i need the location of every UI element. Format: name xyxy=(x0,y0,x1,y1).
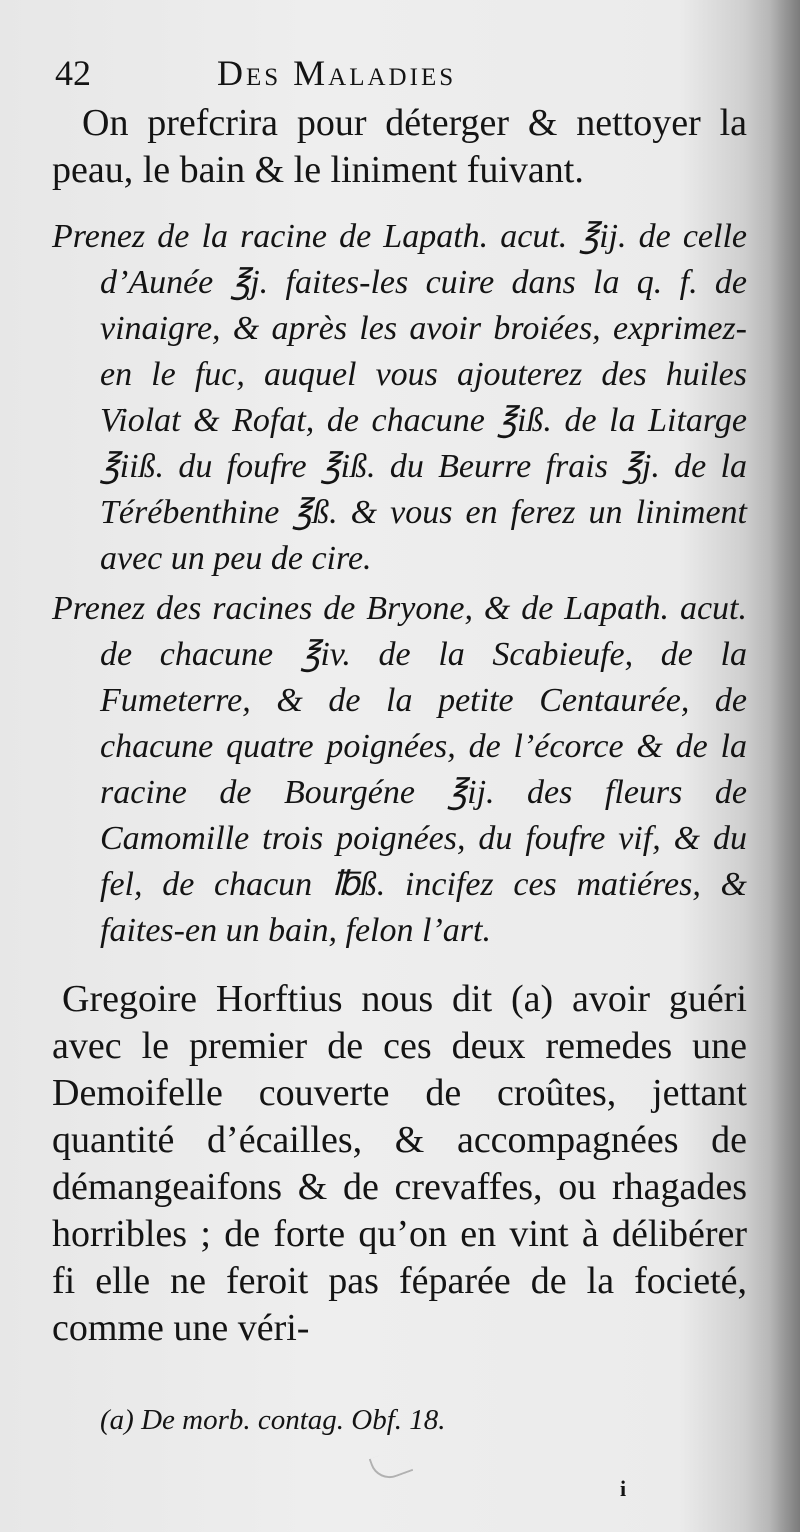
running-head: Des Maladies xyxy=(217,53,457,93)
page-header xyxy=(55,48,715,98)
page-number: 42 xyxy=(55,53,91,93)
lead-paragraph: On prefcrira pour déterger & nettoyer la peau, le bain & le liniment fuivant. xyxy=(52,102,747,191)
page-edge-shadow xyxy=(770,0,800,1532)
footnote: (a) De morb. contag. Obf. 18. xyxy=(100,1404,446,1436)
recipe-1: Prenez de la racine de Lapath. acut. ℥ij. de celle d’Aunée ℥j. faites-les cuire dans la q. f. de vinaigre, & après les avoir broiées, exprimez-en le fuc, auquel vous ajouterez des huiles Violat & Rofat, de chacune ℥iß. de la Litarge ℥iiß. du foufre ℥iß. du Beurre frais ℥j. de la Térébenthine ℥ß. & vous en ferez un liniment avec un peu de cire. xyxy=(52,218,747,577)
closing-paragraph: Gregoire Horftius nous dit (a) avoir guéri avec le premier de ces deux remedes une Demoifelle couverte de croûtes, jettant quantité d’écailles, & accompagnées de démangeaifons & de crevaffes, ou rhagades horribles ; de forte qu’on en vint à délibérer fi elle ne feroit pas féparée de la focieté, comme une véri- xyxy=(52,978,747,1349)
ink-mark xyxy=(369,1446,414,1483)
signature-mark: i xyxy=(620,1476,627,1501)
body-text xyxy=(52,100,747,1352)
recipe-2: Prenez des racines de Bryone, & de Lapath. acut. de chacune ℥iv. de la Scabieufe, de la Fumeterre, & de la petite Centaurée, de chacune quatre poignées, de l’écorce & de la racine de Bourgéne ℥ij. des fleurs de Camomille trois poignées, du foufre vif, & du fel, de chacun ℔ß. incifez ces matiéres, & faites-en un bain, felon l’art. xyxy=(52,590,747,949)
